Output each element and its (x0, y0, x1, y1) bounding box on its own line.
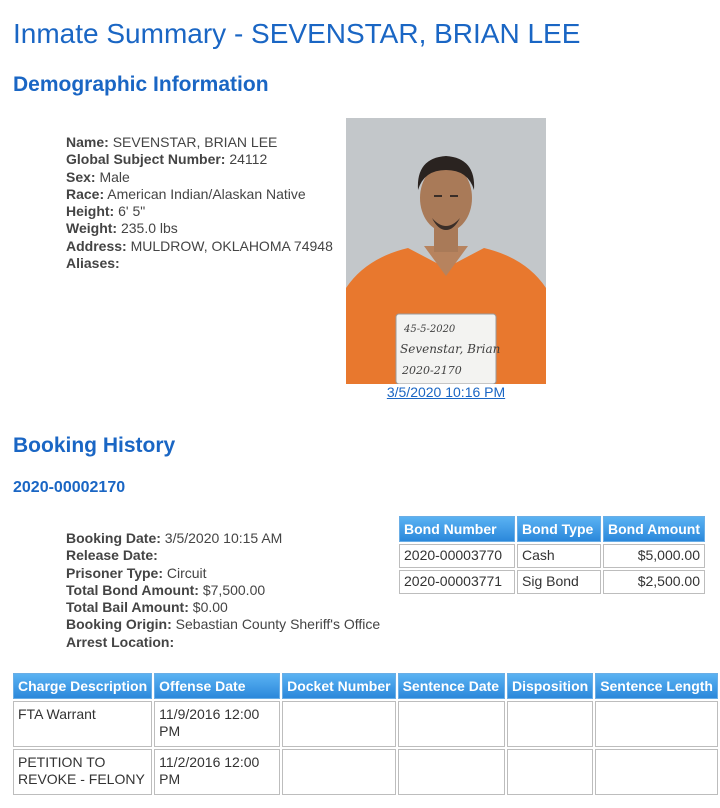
field-label: Sex: (66, 168, 96, 185)
placard-line: 2020-2170 (402, 364, 462, 377)
table-row (13, 701, 718, 747)
offense-date-header: Offense Date (154, 673, 280, 699)
demographic-fields (66, 134, 333, 272)
field-label: Total Bail Amount: (66, 599, 189, 616)
field-label: Height: (66, 203, 115, 220)
field-address (66, 238, 333, 255)
sentence-length-cell (595, 749, 718, 795)
field-label: Race: (66, 185, 105, 202)
placard-line: Sevenstar, Brian (400, 342, 501, 356)
field-label: Total Bond Amount: (66, 581, 199, 598)
field-arrest-location (66, 634, 380, 651)
bond-table (397, 514, 707, 596)
bond-type-cell: Cash (517, 544, 601, 568)
field-total-bond-amount (66, 582, 380, 599)
field-value: Sebastian County Sheriff's Office (175, 616, 381, 633)
field-height (66, 203, 333, 220)
sentence-length-cell (595, 701, 718, 747)
field-value: $0.00 (192, 599, 228, 616)
field-label: Name: (66, 134, 109, 150)
photo-date-link[interactable]: 3/5/2020 10:16 PM (386, 384, 506, 400)
field-booking-origin (66, 616, 380, 633)
field-label: Weight: (66, 220, 118, 237)
sentence-date-cell (398, 749, 505, 795)
field-label: Booking Date: (66, 530, 161, 546)
field-label: Aliases: (66, 255, 120, 272)
bond-amount-cell: $2,500.00 (603, 570, 705, 594)
field-weight (66, 220, 333, 237)
field-value: 3/5/2020 10:15 AM (164, 530, 283, 546)
field-value: 235.0 lbs (120, 220, 178, 237)
offense-date-cell: 11/9/2016 12:00 PM (154, 701, 280, 747)
field-sex (66, 169, 333, 186)
disposition-cell (507, 749, 593, 795)
charge-description-cell: PETITION TO REVOKE - FELONY (13, 749, 152, 795)
disposition-cell (507, 701, 593, 747)
field-value: SEVENSTAR, BRIAN LEE (112, 134, 278, 150)
sentence-date-header: Sentence Date (398, 673, 505, 699)
field-global-subject-number (66, 151, 333, 168)
field-value: Circuit (166, 564, 207, 581)
bond-amount-header: Bond Amount (603, 516, 705, 542)
docket-number-cell (282, 749, 395, 795)
docket-number-header: Docket Number (282, 673, 395, 699)
charge-description-header: Charge Description (13, 673, 152, 699)
field-name (66, 134, 333, 151)
charge-table (11, 671, 720, 797)
bond-type-cell: Sig Bond (517, 570, 601, 594)
bond-amount-cell: $5,000.00 (603, 544, 705, 568)
table-row (399, 544, 705, 568)
docket-number-cell (282, 701, 395, 747)
charge-description-cell: FTA Warrant (13, 701, 152, 747)
mugshot-photo[interactable] (346, 118, 546, 384)
field-label: Arrest Location: (66, 633, 175, 650)
field-race (66, 186, 333, 203)
bond-number-cell: 2020-00003771 (399, 570, 515, 594)
field-value: $7,500.00 (202, 581, 266, 598)
field-label: Prisoner Type: (66, 564, 163, 581)
field-prisoner-type (66, 565, 380, 582)
disposition-header: Disposition (507, 673, 593, 699)
booking-fields (66, 530, 380, 651)
field-label: Release Date: (66, 547, 158, 564)
charge-table-header-row (13, 673, 718, 699)
field-label: Booking Origin: (66, 616, 172, 633)
field-label: Global Subject Number: (66, 151, 226, 168)
field-value: MULDROW, OKLAHOMA 74948 (130, 237, 333, 254)
field-release-date (66, 547, 380, 564)
field-aliases (66, 255, 333, 272)
bond-number-cell: 2020-00003770 (399, 544, 515, 568)
sentence-date-cell (398, 701, 505, 747)
field-value: 6' 5" (118, 203, 146, 220)
table-row (399, 570, 705, 594)
field-total-bail-amount (66, 599, 380, 616)
field-booking-date (66, 530, 380, 547)
field-label: Address: (66, 237, 127, 254)
field-value: American Indian/Alaskan Native (107, 185, 306, 202)
bond-type-header: Bond Type (517, 516, 601, 542)
demographic-heading: Demographic Information (13, 73, 269, 96)
field-value: Male (99, 168, 130, 185)
offense-date-cell: 11/2/2016 12:00 PM (154, 749, 280, 795)
sentence-length-header: Sentence Length (595, 673, 718, 699)
placard-line: 45-5-2020 (404, 324, 456, 335)
table-row (13, 749, 718, 795)
bond-number-header: Bond Number (399, 516, 515, 542)
booking-history-heading: Booking History (13, 434, 176, 457)
booking-number: 2020-00002170 (13, 479, 126, 496)
bond-table-header-row (399, 516, 705, 542)
field-value: 24112 (229, 151, 268, 168)
page-title: Inmate Summary - SEVENSTAR, BRIAN LEE (13, 18, 581, 49)
